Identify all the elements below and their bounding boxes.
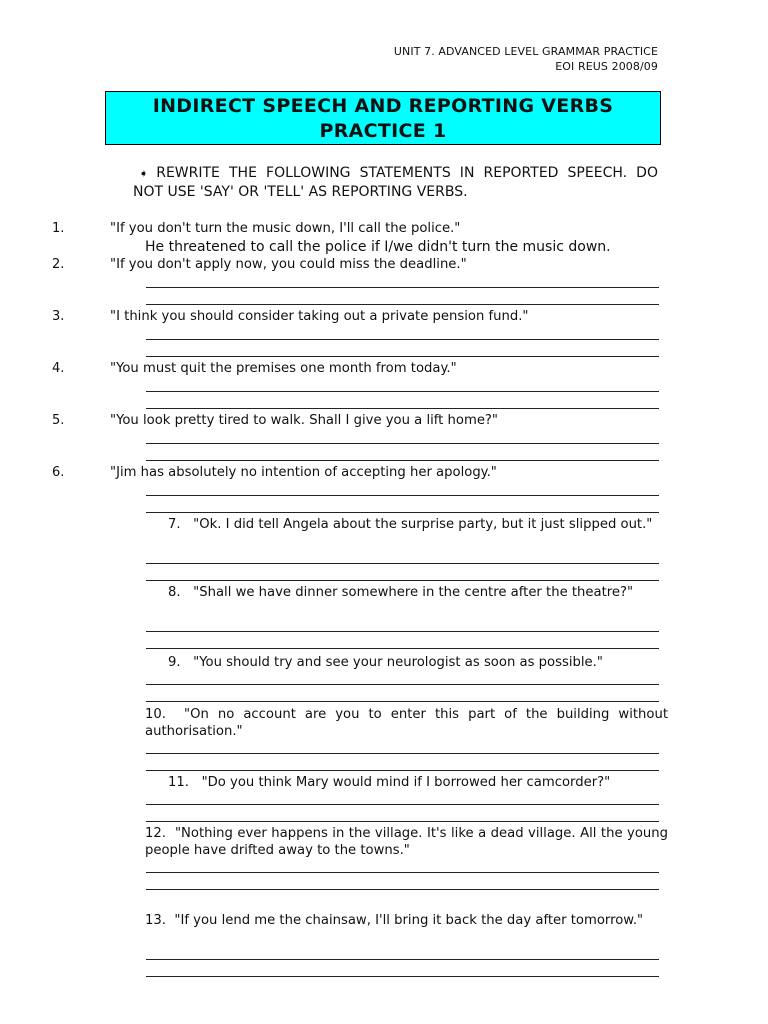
item-question: "You look pretty tired to walk. Shall I give you a lift home?" — [110, 413, 498, 428]
instruction-text: REWRITE THE FOLLOWING STATEMENTS IN REPORTED SPEECH. DO NOT USE 'SAY' OR 'TELL' AS REPORTING VERBS. — [133, 165, 658, 200]
answer-line — [146, 959, 659, 960]
item-question: "You should try and see your neurologist as soon as possible." — [193, 655, 603, 670]
instruction — [133, 164, 658, 202]
answer-line — [146, 821, 659, 822]
answer-line — [146, 580, 659, 581]
answer-line — [146, 304, 659, 305]
item-number: 9. — [168, 655, 181, 670]
answer-line — [146, 563, 659, 564]
answer-line — [146, 339, 659, 340]
item-question: "If you don't turn the music down, I'll call the police." — [110, 221, 461, 236]
item-number: 13. — [145, 913, 166, 928]
item-question: "On no account are you to enter this part of the building without authorisation." — [145, 707, 668, 739]
title-line-1: INDIRECT SPEECH AND REPORTING VERBS — [152, 95, 614, 117]
answer-line — [146, 976, 659, 977]
item-question-block — [168, 654, 668, 671]
item-number: 10. — [145, 707, 166, 722]
item-question: "Shall we have dinner somewhere in the centre after the theatre?" — [193, 585, 634, 600]
answer-line — [146, 872, 659, 873]
item-number: 12. — [145, 826, 166, 841]
item-number: 2. — [52, 257, 65, 272]
item-question: "I think you should consider taking out a private pension fund." — [110, 309, 529, 324]
answer-line — [146, 804, 659, 805]
item-question: "If you lend me the chainsaw, I'll bring it back the day after tomorrow." — [174, 913, 644, 928]
item-question-block — [145, 912, 668, 929]
answer-line — [146, 391, 659, 392]
item-question: "You must quit the premises one month from today." — [110, 361, 457, 376]
item-number: 1. — [52, 221, 65, 236]
answer-line — [146, 684, 659, 685]
item-question-block — [168, 516, 668, 533]
item-number: 3. — [52, 309, 65, 324]
item-number: 4. — [52, 361, 65, 376]
item-number: 8. — [168, 585, 181, 600]
item-question: "Nothing ever happens in the village. It's like a dead village. All the young people have drifted away to the towns." — [145, 826, 668, 858]
item-question: "Ok. I did tell Angela about the surprise party, but it just slipped out." — [193, 517, 653, 532]
answer-line — [146, 495, 659, 496]
item-number: 7. — [168, 517, 181, 532]
answer-line — [146, 631, 659, 632]
answer-line — [146, 287, 659, 288]
item-question-block — [168, 584, 668, 601]
example-answer: He threatened to call the police if I/we didn't turn the music down. — [145, 239, 611, 255]
answer-line — [146, 648, 659, 649]
answer-line — [146, 408, 659, 409]
item-number: 5. — [52, 413, 65, 428]
arrow-bullet-icon: ➧ — [139, 167, 149, 180]
title-line-2: PRACTICE 1 — [319, 120, 447, 142]
answer-line — [146, 753, 659, 754]
item-number: 6. — [52, 465, 65, 480]
title-box — [105, 91, 661, 145]
answer-line — [146, 512, 659, 513]
item-question: "Jim has absolutely no intention of accepting her apology." — [110, 465, 497, 480]
answer-line — [146, 356, 659, 357]
answer-line — [146, 701, 659, 702]
item-question-block — [145, 825, 668, 859]
item-number: 11. — [168, 775, 189, 790]
answer-line — [146, 889, 659, 890]
answer-line — [146, 460, 659, 461]
school-year-header: EOI REUS 2008/09 — [555, 60, 658, 73]
answer-line — [146, 770, 659, 771]
item-question-block — [168, 774, 668, 791]
item-question: "If you don't apply now, you could miss the deadline." — [110, 257, 467, 272]
item-question: "Do you think Mary would mind if I borrowed her camcorder?" — [201, 775, 611, 790]
item-question-block — [145, 706, 668, 740]
unit-header: UNIT 7. ADVANCED LEVEL GRAMMAR PRACTICE — [393, 45, 658, 58]
answer-line — [146, 443, 659, 444]
